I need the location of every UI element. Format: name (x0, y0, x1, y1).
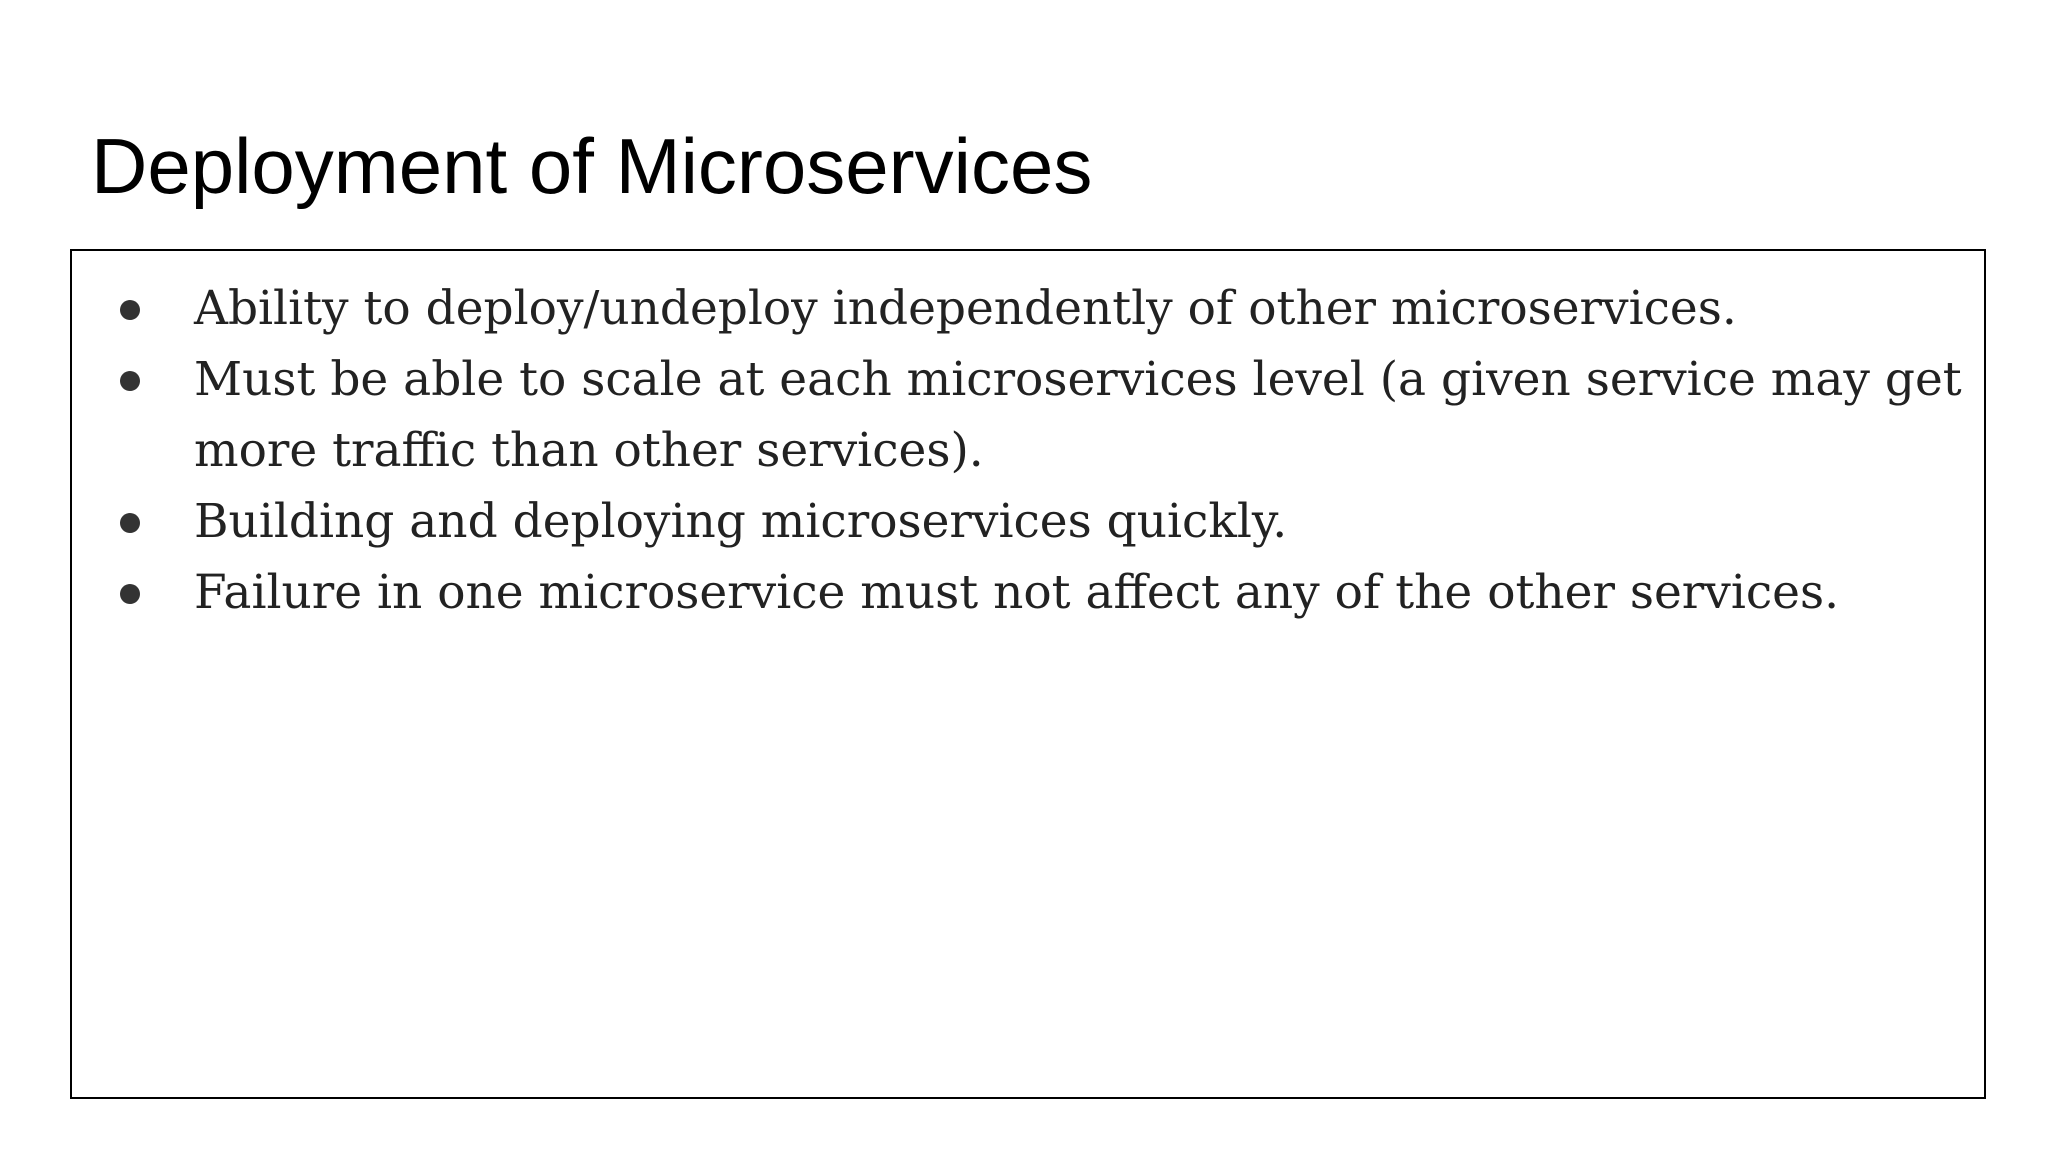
bullet-text: Ability to deploy/undeploy independently of other microservices. (194, 281, 1737, 336)
slide-title: Deployment of Microservices (91, 122, 1093, 210)
bullet-icon (120, 300, 140, 320)
bullet-text: Must be able to scale at each microservices level (a given service may get more traffic than other services). (194, 352, 1962, 478)
bullet-icon (120, 513, 140, 533)
list-item (72, 486, 1982, 557)
list-item (72, 344, 1982, 486)
bullet-icon (120, 371, 140, 391)
list-item (72, 273, 1982, 344)
bullet-icon (120, 584, 140, 604)
bullet-list (72, 273, 1982, 628)
list-item (72, 557, 1982, 628)
content-box (70, 249, 1986, 1099)
bullet-text: Failure in one microservice must not affect any of the other services. (194, 565, 1840, 620)
bullet-text: Building and deploying microservices quickly. (194, 494, 1288, 549)
